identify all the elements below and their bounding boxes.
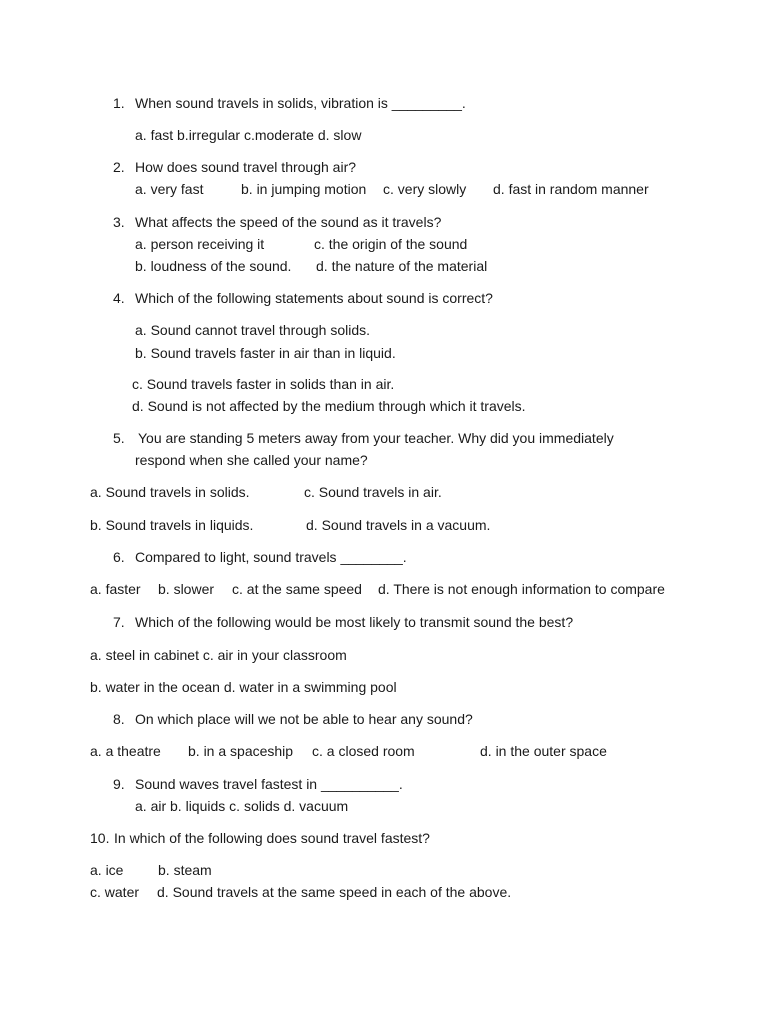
answer-option: a. ice [90, 862, 124, 878]
answer-option: c. a closed room [312, 743, 415, 759]
answer-option: a. Sound travels in solids. [90, 484, 250, 500]
answer-option: b. steam [158, 862, 212, 878]
question-text: What affects the speed of the sound as it travels? [135, 214, 442, 230]
answer-option: c. Sound travels in air. [304, 484, 442, 500]
answer-options: a. fast b.irregular c.moderate d. slow [135, 127, 362, 143]
question-text: How does sound travel through air? [135, 159, 357, 175]
answer-option: a. a theatre [90, 743, 161, 759]
answer-option: d. There is not enough information to compare [378, 581, 665, 597]
question-text: Sound waves travel fastest in __________. [135, 776, 403, 792]
question-text-line: respond when she called your name? [135, 452, 368, 468]
question-number: 8. [113, 711, 125, 727]
question-number: 5. [113, 430, 125, 446]
answer-option: b. in jumping motion [241, 181, 367, 197]
question-number: 7. [113, 614, 125, 630]
answer-option: a. Sound cannot travel through solids. [135, 322, 371, 338]
question-text: In which of the following does sound travel fastest? [114, 830, 430, 846]
question-text: Compared to light, sound travels ________. [135, 549, 407, 565]
question-number: 10. [90, 830, 110, 846]
answer-options: b. water in the ocean d. water in a swimming pool [90, 679, 397, 695]
answer-option: a. person receiving it [135, 236, 265, 252]
question-text-line: You are standing 5 meters away from your teacher. Why did you immediately [138, 430, 614, 446]
question-number: 1. [113, 95, 125, 111]
answer-option: a. faster [90, 581, 141, 597]
answer-option: c. at the same speed [232, 581, 362, 597]
answer-option: d. Sound travels at the same speed in each of the above. [157, 884, 512, 900]
answer-option: d. Sound is not affected by the medium through which it travels. [132, 398, 526, 414]
answer-option: a. very fast [135, 181, 204, 197]
question-number: 2. [113, 159, 125, 175]
answer-option: b. loudness of the sound. [135, 258, 292, 274]
answer-option: d. in the outer space [480, 743, 607, 759]
answer-option: b. Sound travels in liquids. [90, 517, 254, 533]
question-number: 3. [113, 214, 125, 230]
answer-option: d. the nature of the material [316, 258, 488, 274]
answer-option: c. water [90, 884, 140, 900]
answer-option: c. the origin of the sound [314, 236, 468, 252]
question-number: 9. [113, 776, 125, 792]
answer-option: c. Sound travels faster in solids than in air. [132, 376, 395, 392]
answer-option: c. very slowly [383, 181, 467, 197]
question-number: 6. [113, 549, 125, 565]
answer-option: d. fast in random manner [493, 181, 649, 197]
answer-option: b. Sound travels faster in air than in liquid. [135, 345, 396, 361]
answer-option: b. slower [158, 581, 215, 597]
question-text: Which of the following statements about sound is correct? [135, 290, 493, 306]
answer-option: b. in a spaceship [188, 743, 294, 759]
question-number: 4. [113, 290, 125, 306]
answer-options: a. steel in cabinet c. air in your classroom [90, 647, 347, 663]
question-text: Which of the following would be most likely to transmit sound the best? [135, 614, 574, 630]
answer-options: a. air b. liquids c. solids d. vacuum [135, 798, 349, 814]
question-text: On which place will we not be able to hear any sound? [135, 711, 473, 727]
question-text: When sound travels in solids, vibration is _________. [135, 95, 466, 111]
answer-option: d. Sound travels in a vacuum. [306, 517, 491, 533]
